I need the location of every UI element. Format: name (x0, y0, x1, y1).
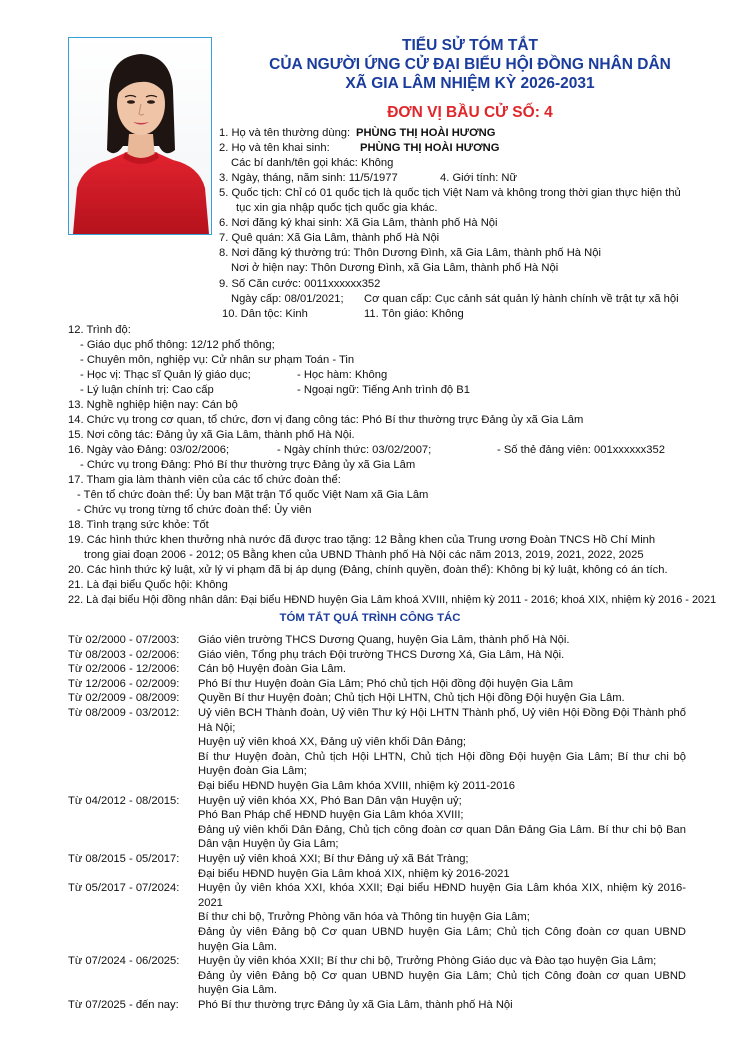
education-heading: 12. Trình độ: (68, 324, 131, 336)
organization-role: - Chức vụ trong từng tổ chức đoàn thể: Ủy viên (77, 504, 312, 516)
work-period: Từ 02/2000 - 07/2003: (68, 634, 180, 646)
hometown: 7. Quê quán: Xã Gia Lâm, thành phố Hà Nội (219, 232, 440, 244)
work-period: Từ 02/2006 - 12/2006: (68, 663, 180, 676)
foreign-language: - Ngoại ngữ: Tiếng Anh trình độ B1 (297, 384, 470, 396)
work-period: Từ 05/2017 - 07/2024: (68, 882, 180, 895)
work-description-line: Huyện uỷ viên khoá XXI; Bí thư Đảng uỷ xã Bát Tràng; (198, 852, 469, 865)
birth-name-label: 2. Họ và tên khai sinh: (219, 142, 330, 154)
specialization: - Chuyên môn, nghiệp vụ: Cử nhân sư phạm Toán - Tin (80, 354, 355, 366)
work-description-line: Phó Bí thư thường trực Đảng ủy xã Gia Lâm, thành phố Hà Nội (198, 998, 513, 1011)
work-description-line: Huyện uỷ viên khóa XX, Phó Ban Dân vận Huyện uỷ; (198, 794, 462, 807)
organizations-heading: 17. Tham gia làm thành viên của các tổ chức đoàn thể: (68, 474, 341, 486)
birth-registration: 6. Nơi đăng ký khai sinh: Xã Gia Lâm, thành phố Hà Nội (219, 217, 498, 229)
ethnicity: 10. Dân tộc: Kinh (222, 308, 308, 320)
document-header (220, 36, 720, 123)
work-description (198, 691, 686, 706)
id-issue-date: Ngày cấp: 08/01/2021; (231, 293, 344, 305)
health-status: 18. Tình trạng sức khỏe: Tốt (68, 519, 209, 531)
workplace: 15. Nơi công tác: Đảng ủy xã Gia Lâm, thành phố Hà Nội. (68, 429, 355, 441)
work-description (198, 633, 686, 648)
work-period: Từ 08/2003 - 02/2006: (68, 648, 180, 661)
work-description-line: Bí thư Huyện đoàn, Chủ tịch Hội LHTN, Chủ tịch Hội đồng Đội huyện Gia Lâm; Bí thư chi bộ Huyện đoàn Gia Lâm; (198, 750, 686, 778)
work-description (198, 881, 686, 954)
party-join-date: 16. Ngày vào Đảng: 03/02/2006; (68, 444, 230, 456)
academic-degree: - Học vị: Thạc sĩ Quản lý giáo dục; (80, 369, 251, 381)
permanent-residence: 8. Nơi đăng ký thường trú: Thôn Dương Đình, xã Gia Lâm, thành phố Hà Nội (219, 247, 601, 259)
work-description-line: Phó Ban Pháp chế HĐND huyện Gia Lâm khóa XVIII; (198, 809, 464, 822)
work-description-line: Bí thư chi bộ, Trưởng Phòng văn hóa và Thông tin huyện Gia Lâm; (198, 911, 530, 924)
work-description-line: Huyện uỷ viên khoá XX, Đảng uỷ viên khối Dân Đảng; (198, 736, 467, 749)
birth-name-value: PHÙNG THỊ HOÀI HƯƠNG (360, 142, 500, 154)
work-description (198, 998, 686, 1013)
national-assembly: 21. Là đại biểu Quốc hội: Không (68, 579, 228, 591)
portrait-image (69, 38, 211, 234)
general-education: - Giáo dục phổ thông: 12/12 phổ thông; (80, 339, 275, 351)
work-history-title: TÓM TẮT QUÁ TRÌNH CÔNG TÁC (279, 612, 461, 624)
awards: 19. Các hình thức khen thưởng nhà nước đã được trao tặng: 12 Bằng khen của Trung ương Đoàn TNCS Hồ Chí Minh (68, 534, 656, 546)
work-description-line: Đảng ủy viên Đảng bộ Cơ quan UBND huyện Gia Lâm; Chủ tịch Công đoàn cơ quan UBND huyện Gia Lâm. (198, 969, 686, 997)
common-name-value: PHÙNG THỊ HOÀI HƯƠNG (356, 127, 496, 139)
work-period: Từ 12/2006 - 02/2009: (68, 677, 180, 690)
work-description (198, 648, 686, 663)
candidate-photo (68, 37, 212, 235)
work-description-line: Cán bộ Huyện đoàn Gia Lâm. (198, 663, 347, 676)
work-period: Từ 08/2015 - 05/2017: (68, 852, 180, 865)
occupation: 13. Nghề nghiệp hiện nay: Cán bộ (68, 399, 238, 411)
id-issuer: Cơ quan cấp: Cục cảnh sát quản lý hành chính về trật tự xã hội (364, 293, 679, 305)
work-description-line: Uỷ viên BCH Thành đoàn, Uỷ viên Thư ký Hội LHTN Thành phố, Uỷ viên Hội Đồng Đội Thành phố Hà Nội; (198, 707, 686, 734)
work-description-line: Đảng ủy viên Đảng bộ Cơ quan UBND huyện Gia Lâm; Chủ tịch Công đoàn cơ quan UBND huyện Gia Lâm. (198, 925, 686, 953)
work-description-line: Giáo viên, Tổng phụ trách Đội trường THCS Dương Xá, Gia Lâm, Hà Nội. (198, 648, 565, 661)
work-period: Từ 07/2025 - đến nay: (68, 998, 179, 1011)
academic-title: - Học hàm: Không (297, 369, 388, 381)
common-name-label: 1. Họ và tên thường dùng: (219, 127, 351, 139)
work-description-line: Phó Bí thư Huyện đoàn Gia Lâm; Phó chủ tịch Hội đồng đội huyện Gia Lâm (198, 677, 574, 690)
work-description (198, 677, 686, 692)
work-period: Từ 08/2009 - 03/2012: (68, 707, 180, 719)
political-theory: - Lý luận chính trị: Cao cấp (80, 384, 214, 396)
work-description (198, 794, 686, 852)
party-position: - Chức vụ trong Đảng: Phó Bí thư thường trực Đảng ủy xã Gia Lâm (80, 459, 416, 471)
work-description-line: Huyện ủy viên khóa XXII; Bí thư chi bộ, Trưởng Phòng Giáo dục và Đào tạo huyện Gia Lâm; (198, 955, 657, 968)
gender: 4. Giới tính: Nữ (440, 172, 518, 184)
nationality-cont: tục xin gia nhập quốc tịch quốc gia khác. (236, 202, 438, 214)
party-official-date: - Ngày chính thức: 03/02/2007; (277, 444, 432, 456)
work-period: Từ 07/2024 - 06/2025: (68, 955, 180, 968)
work-period: Từ 02/2009 - 08/2009: (68, 692, 180, 705)
nationality: 5. Quốc tịch: Chỉ có 01 quốc tịch là quốc tịch Việt Nam và không trong thời gian thực hiện thủ (219, 187, 681, 199)
organization-name: - Tên tổ chức đoàn thể: Ủy ban Mặt trận Tổ quốc Việt Nam xã Gia Lâm (77, 489, 429, 501)
party-card-number: - Số thẻ đảng viên: 001xxxxxx352 (497, 444, 665, 456)
title-line-1: TIỂU SỬ TÓM TẮT (402, 37, 538, 54)
work-description (198, 662, 686, 677)
work-description-line: Quyền Bí thư Huyện đoàn; Chủ tịch Hội LHTN, Chủ tịch Hội đồng Đội huyện Gia Lâm. (198, 692, 625, 705)
work-description-line: Đại biểu HĐND huyện Gia Lâm khoá XIX, nhiệm kỳ 2016-2021 (198, 867, 510, 880)
work-description-line: Đại biểu HĐND huyện Gia Lâm khóa XVIII, nhiệm kỳ 2011-2016 (198, 779, 515, 792)
discipline: 20. Các hình thức kỷ luật, xử lý vi phạm đã bị áp dụng (Đảng, chính quyền, đoàn thể): Không bị kỷ luật, không có án tích. (68, 564, 668, 576)
work-description (198, 706, 686, 794)
religion: 11. Tôn giáo: Không (364, 308, 464, 320)
work-description (198, 852, 686, 881)
date-of-birth: 3. Ngày, tháng, năm sinh: 11/5/1977 (219, 172, 398, 184)
current-position: 14. Chức vụ trong cơ quan, tổ chức, đơn vị đang công tác: Phó Bí thư thường trực Đảng ủy xã Gia Lâm (68, 414, 584, 426)
aliases: Các bí danh/tên gọi khác: Không (231, 157, 394, 169)
id-number: 9. Số Căn cước: 0011xxxxxx352 (219, 278, 381, 290)
electoral-unit: ĐƠN VỊ BẦU CỬ SỐ: 4 (387, 104, 553, 121)
work-description-line: Huyện ủy viên khóa XXI, khóa XXII; Đại biểu HĐND huyện Gia Lâm khóa XIX, nhiệm kỳ 2016-2021 (198, 882, 686, 909)
current-residence: Nơi ở hiện nay: Thôn Dương Đình, xã Gia Lâm, thành phố Hà Nội (231, 262, 559, 274)
work-description-line: Giáo viên trường THCS Dương Quang, huyện Gia Lâm, thành phố Hà Nội. (198, 634, 570, 646)
work-description (198, 954, 686, 998)
work-period: Từ 04/2012 - 08/2015: (68, 794, 180, 807)
title-line-3: XÃ GIA LÂM NHIỆM KỲ 2026-2031 (345, 75, 595, 92)
council-delegate: 22. Là đại biểu Hội đồng nhân dân: Đại biểu HĐND huyện Gia Lâm khoá XVIII, nhiệm kỳ 2011 - 2016; khoá XIX, nhiệm kỳ 2016 - 2021 (68, 594, 717, 606)
title-line-2: CỦA NGƯỜI ỨNG CỬ ĐẠI BIỂU HỘI ĐỒNG NHÂN DÂN (269, 56, 671, 73)
work-description-line: Đảng uỷ viên khối Dân Đảng, Chủ tịch công đoàn cơ quan Dân Đảng Gia Lâm. Bí thư chi bộ Ban Dân vận Huyện ủy Gia Lâm; (198, 823, 686, 851)
awards-cont: trong giai đoạn 2006 - 2012; 05 Bằng khen của UBND Thành phố Hà Nội các năm 2013, 2019, 2021, 2022, 2025 (84, 549, 644, 561)
